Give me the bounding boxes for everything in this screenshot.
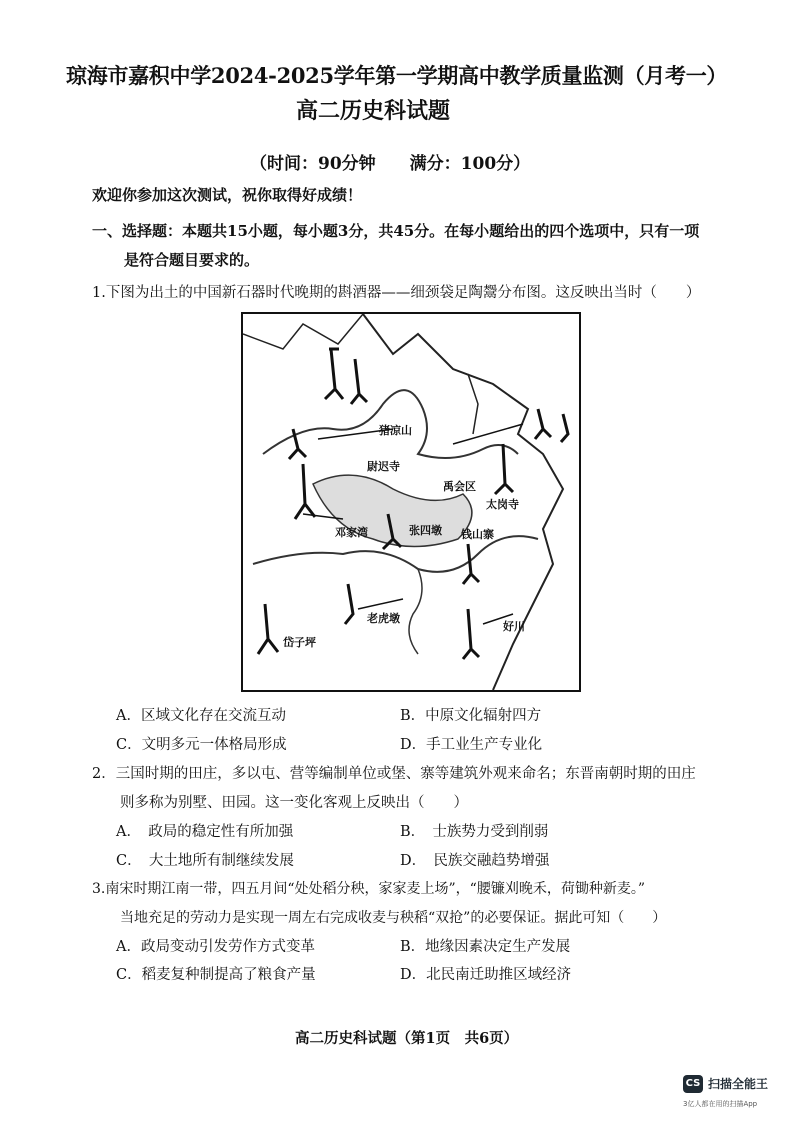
map-site-label: 尉迟寺	[367, 460, 400, 473]
map-site-label: 猪凉山	[379, 424, 412, 437]
question-1-stem: 1.下图为出土的中国新石器时代晚期的斟酒器——细颈袋足陶鬶分布图。这反映出当时（ ）	[92, 285, 701, 301]
section-intro-line1: 一、选择题：本题共15小题，每小题3分，共45分。在每小题给出的四个选项中，只有一项	[92, 222, 700, 240]
question-2-stem-line2: 则多称为别墅、田园。这一变化客观上反映出（ ）	[120, 795, 468, 811]
map-site-label: 邓家湾	[335, 526, 368, 539]
question-3-stem-line1: 3.南宋时期江南一带，四五月间“处处稻分秧，家家麦上场”，“腰镰刈晚禾，荷锄种新麦。”	[92, 881, 645, 897]
map-site-label: 钱山寨	[461, 528, 494, 541]
watermark-tagline: 3亿人都在用的扫描App	[683, 1100, 758, 1108]
exam-subject-title: 高二历史科试题	[296, 98, 451, 124]
question-1-option-b[interactable]: B．中原文化辐射四方	[400, 708, 542, 724]
question-2-option-c[interactable]: C． 大土地所有制继续发展	[116, 853, 294, 869]
map-site-label: 禹会区	[443, 480, 476, 493]
question-2-option-b[interactable]: B． 士族势力受到削弱	[400, 824, 549, 840]
time-and-score-info: （时间：90分钟 满分：100分）	[250, 154, 531, 174]
exam-title: 琼海市嘉积中学2024-2025学年第一学期高中教学质量监测（月考一）	[66, 63, 728, 88]
question-3-option-c[interactable]: C．稻麦复种制提高了粮食产量	[116, 967, 316, 983]
map-site-label: 张四墩	[409, 524, 442, 537]
question-2-option-a[interactable]: A． 政局的稳定性有所加强	[116, 824, 294, 840]
question-2-option-d[interactable]: D． 民族交融趋势增强	[400, 853, 550, 869]
question-3-option-a[interactable]: A．政局变动引发劳作方式变革	[116, 939, 315, 955]
camscanner-logo-icon: CS	[683, 1075, 703, 1093]
question-3-stem-line2: 当地充足的劳动力是实现一周左右完成收麦与秧稻“双抢”的必要保证。据此可知（ ）	[120, 910, 667, 926]
section-intro-line2: 是符合题目要求的。	[124, 251, 260, 269]
question-1-option-a[interactable]: A．区域文化存在交流互动	[116, 708, 286, 724]
question-1-option-c[interactable]: C．文明多元一体格局形成	[116, 737, 287, 753]
watermark-app-name: 扫描全能王	[708, 1077, 769, 1091]
map-site-label: 太岗寺	[486, 498, 519, 511]
page-footer: 高二历史科试题（第1页 共6页）	[295, 1030, 519, 1047]
welcome-message: 欢迎你参加这次测试，祝你取得好成绩！	[92, 186, 363, 204]
map-site-label: 好川	[503, 620, 525, 633]
question-3-option-d[interactable]: D．北民南迁助推区域经济	[400, 967, 572, 983]
question-1-option-d[interactable]: D．手工业生产专业化	[400, 737, 543, 753]
question-2-stem-line1: 2．三国时期的田庄，多以屯、营等编制单位或堡、寨等建筑外观来命名；东晋南朝时期的田庄	[92, 766, 696, 782]
map-site-label: 老虎墩	[367, 612, 400, 625]
map-site-label: 岱子坪	[283, 636, 316, 649]
pottery-distribution-map	[241, 312, 581, 692]
question-3-option-b[interactable]: B．地缘因素决定生产发展	[400, 939, 571, 955]
